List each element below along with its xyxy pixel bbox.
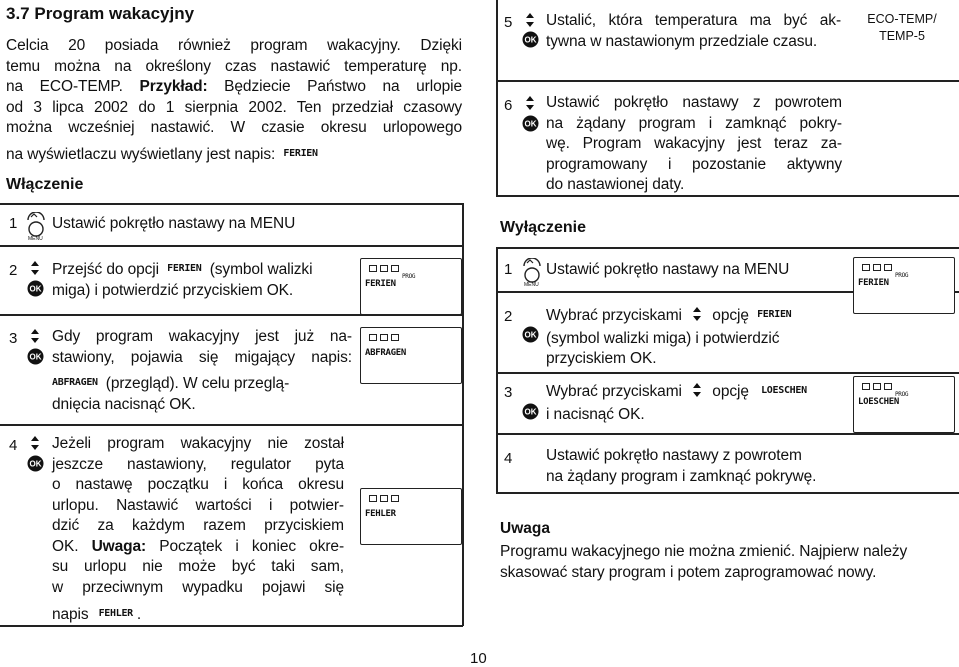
step-text <box>546 446 856 487</box>
intro-line <box>6 144 462 166</box>
note-title: Uwaga <box>500 520 550 537</box>
step-text <box>52 434 344 626</box>
dial-label: MENU <box>524 282 539 288</box>
intro-text: na wyświetlaczu wyświetlany jest napis: <box>6 145 276 163</box>
step-number: 3 <box>9 330 18 347</box>
lcd-text: FERIEN <box>167 263 202 274</box>
step-line <box>52 373 352 395</box>
display-screen <box>853 376 955 433</box>
step-text <box>546 11 841 52</box>
ok-button-icon <box>27 455 44 477</box>
ok-button-icon <box>522 403 539 425</box>
lcd-text: FEHLER <box>98 608 133 619</box>
step-line: dnięcia nacisnąć OK. <box>52 395 196 413</box>
step-line: Ustawić pokrętło nastawy z powrotem <box>546 447 802 464</box>
step-line: przyciskiem OK. <box>546 350 657 367</box>
step-number: 2 <box>504 308 513 325</box>
lcd-text: ABFRAGEN <box>365 348 406 358</box>
intro-paragraph <box>6 36 462 165</box>
step-line: programowany i pozostanie aktywny <box>546 155 842 173</box>
step-line: do nastawionej daty. <box>546 176 685 193</box>
lcd-text: FERIEN <box>283 147 318 159</box>
step-line: na żądany program i zamknąć pokrywę. <box>546 467 817 485</box>
step-number: 4 <box>504 450 513 467</box>
step-line <box>52 259 352 281</box>
step-line: Ustalić, która temperatura ma być ak- <box>546 12 841 29</box>
step-text-part: opcję <box>712 383 749 400</box>
lcd-text: FERIEN <box>757 309 792 320</box>
section-heading: 3.7 Program wakacyjny <box>6 4 195 23</box>
step-line: miga) i potwierdzić przyciskiem OK. <box>52 281 294 299</box>
step-line: w przeciwnym wypadku pojawi się <box>52 578 344 596</box>
lcd-text: FERIEN <box>858 278 889 288</box>
ok-button-icon <box>27 280 44 302</box>
intro-line: Celcia 20 posiada również program wakacyjny. Dzięki <box>6 37 462 54</box>
divider <box>496 0 498 196</box>
step-text-part: napis <box>52 606 89 623</box>
divider <box>496 247 498 493</box>
intro-line: od 3 lipca 2002 do 1 sierpnia 2002. Ten przedział czasowy <box>6 98 462 116</box>
step-line: urlopu. Nastawić wartości i potwier- <box>52 496 344 514</box>
side-label <box>852 11 952 45</box>
lcd-text: FEHLER <box>365 509 396 519</box>
lcd-text: PROG <box>895 272 909 279</box>
intro-line: można wcześniej nastawić. W czasie okresu urlopowego <box>6 119 462 136</box>
svg-text:OK: OK <box>29 352 42 362</box>
step-text-part: (przegląd). W celu przeglą- <box>105 375 290 392</box>
warning-label: Uwaga: <box>91 537 147 555</box>
lcd-text: ABFRAGEN <box>52 377 98 388</box>
step-text: Ustawić pokrętło nastawy na MENU <box>546 261 790 278</box>
dial-label: MENU <box>28 236 43 242</box>
step-line: na żądany program i zamknąć pokry- <box>546 114 842 132</box>
divider <box>496 492 959 494</box>
svg-text:OK: OK <box>524 119 537 129</box>
step-text-part: (symbol walizki <box>209 261 313 278</box>
svg-text:OK: OK <box>524 407 537 417</box>
step-text <box>546 305 846 370</box>
up-down-arrows-icon <box>29 435 41 456</box>
display-screen <box>853 257 955 314</box>
note-line: Programu wakacyjnego nie można zmienić. Najpierw należy <box>500 543 908 560</box>
svg-text:OK: OK <box>524 35 537 45</box>
ok-button-icon <box>522 115 539 137</box>
side-label-line: ECO-TEMP/ <box>867 12 937 26</box>
ok-button-icon <box>522 326 539 348</box>
divider <box>0 245 463 247</box>
step-number: 6 <box>504 97 513 114</box>
step-line: Gdy program wakacyjny jest już na- <box>52 328 352 345</box>
ok-button-icon <box>27 348 44 370</box>
divider <box>462 203 464 626</box>
step-text-part: . <box>136 606 142 623</box>
divider <box>0 424 463 426</box>
section-title-enable: Włączenie <box>6 176 84 193</box>
step-text: Ustawić pokrętło nastawy na MENU <box>52 215 296 232</box>
up-down-arrows-icon <box>692 382 702 405</box>
step-line: Ustawić pokrętło nastawy z powrotem <box>546 94 842 111</box>
divider <box>496 433 959 435</box>
intro-line <box>6 77 462 98</box>
step-line <box>546 381 846 405</box>
step-line <box>52 537 344 558</box>
page-number: 10 <box>470 650 487 667</box>
step-line: tywna w nastawionym przedziale czasu. <box>546 32 818 50</box>
step-line: (symbol walizki miga) i potwierdzić <box>546 329 780 347</box>
step-number: 4 <box>9 437 18 454</box>
step-line: wę. Program wakacyjny jest teraz za- <box>546 135 842 152</box>
step-number: 2 <box>9 262 18 279</box>
step-line: i nacisnąć OK. <box>546 405 645 423</box>
up-down-arrows-icon <box>692 306 702 329</box>
step-text <box>546 93 842 196</box>
step-text-part: OK. <box>52 537 92 555</box>
step-text-part: opcję <box>712 307 749 324</box>
intro-text: na ECO-TEMP. <box>6 78 140 95</box>
svg-text:OK: OK <box>524 330 537 340</box>
step-line: stawiony, pojawia się migający napis: <box>52 348 352 366</box>
svg-text:OK: OK <box>29 284 42 294</box>
svg-text:OK: OK <box>29 459 42 469</box>
step-text-part: Wybrać przyciskami <box>546 307 682 324</box>
ok-button-icon <box>522 31 539 53</box>
step-line <box>52 604 344 626</box>
note-text <box>500 542 930 583</box>
section-title-disable: Wyłączenie <box>500 219 586 236</box>
note-line: skasować stary program i potem zaprogramować nowy. <box>500 563 877 581</box>
step-number: 3 <box>504 384 513 401</box>
display-screen <box>360 327 462 384</box>
step-line: jeszcze nastawiony, regulator pyta <box>52 455 344 473</box>
up-down-arrows-icon <box>29 328 41 349</box>
intro-text: Będziecie Państwo na urlopie <box>207 78 462 95</box>
step-text-part: Przejść do opcji <box>52 261 159 278</box>
step-text <box>546 381 846 425</box>
divider <box>0 203 463 205</box>
example-label: Przykład: <box>139 78 208 95</box>
step-text <box>52 259 352 301</box>
step-number: 1 <box>9 215 18 232</box>
divider <box>496 80 959 82</box>
up-down-arrows-icon <box>29 260 41 281</box>
lcd-text: LOESCHEN <box>761 385 807 396</box>
lcd-text: PROG <box>402 273 416 280</box>
up-down-arrows-icon <box>524 95 536 116</box>
divider <box>496 247 959 249</box>
step-number: 1 <box>504 261 513 278</box>
step-line: Jeżeli program wakacyjny nie został <box>52 435 344 452</box>
step-line <box>546 305 846 329</box>
display-screen <box>360 488 462 545</box>
intro-line: temu można na określony czas nastawić temperaturę np. <box>6 57 462 75</box>
lcd-text: FERIEN <box>365 279 396 289</box>
lcd-text: PROG <box>895 391 909 398</box>
step-line: o nastawę początku i końca okresu <box>52 476 344 493</box>
display-screen <box>360 258 462 315</box>
lcd-text: LOESCHEN <box>858 397 899 407</box>
step-text <box>52 327 352 415</box>
side-label-line: TEMP-5 <box>879 29 925 43</box>
step-text-part: Początek i koniec okre- <box>146 537 345 555</box>
step-text-part: Wybrać przyciskami <box>546 383 682 400</box>
divider <box>496 372 959 374</box>
step-line: su urlopu nie może być taki sam, <box>52 558 344 575</box>
step-line: dzić za każdym razem przyciskiem <box>52 517 344 534</box>
up-down-arrows-icon <box>524 12 536 33</box>
step-number: 5 <box>504 14 513 31</box>
